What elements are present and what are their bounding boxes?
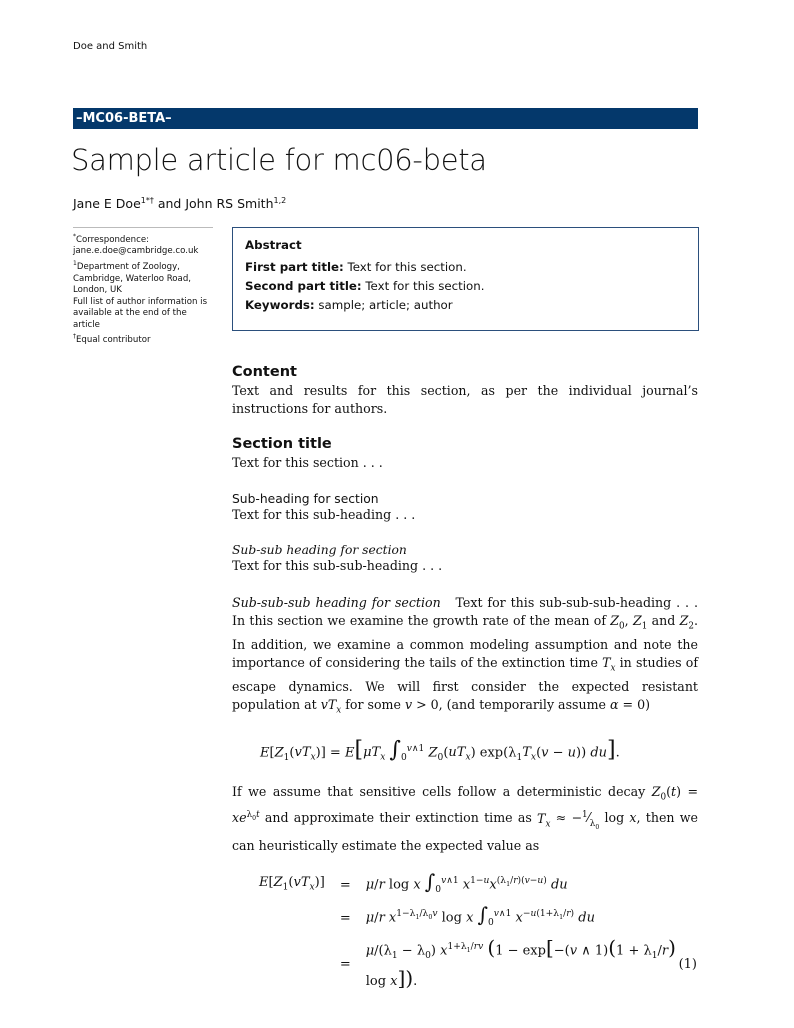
note-mark: * bbox=[73, 233, 76, 240]
eq-number: (1) bbox=[678, 956, 697, 972]
part-text: Text for this section. bbox=[343, 260, 467, 274]
subsubheading: Sub-sub heading for section bbox=[232, 542, 407, 557]
paragraph: Text for this sub-heading . . . bbox=[232, 506, 416, 522]
subsubsubheading: Sub-sub-sub heading for section bbox=[232, 595, 441, 611]
subheading: Sub-heading for section bbox=[232, 491, 379, 506]
full-list-note: Full list of author information is available at the end of the article bbox=[73, 296, 208, 330]
eq-equals: = bbox=[339, 877, 351, 893]
abstract-box bbox=[232, 227, 699, 331]
paragraph: Text for this sub-sub-heading . . . bbox=[232, 557, 443, 573]
part-text: sample; article; author bbox=[314, 298, 453, 312]
correspondence-label: Correspondence: bbox=[76, 234, 150, 245]
article-title: Sample article for mc06-beta bbox=[71, 143, 487, 177]
author-notes bbox=[73, 227, 213, 347]
running-head: Doe and Smith bbox=[73, 41, 148, 52]
part-label: First part title: bbox=[245, 260, 344, 274]
equation-array bbox=[258, 869, 698, 994]
eq-equals: = bbox=[339, 910, 351, 926]
main-column bbox=[232, 364, 698, 994]
equal-contributor: Equal contributor bbox=[76, 335, 151, 346]
part-text: Text for this section. bbox=[361, 279, 485, 293]
author-name: Jane E Doe bbox=[73, 196, 141, 212]
abstract-part bbox=[245, 260, 686, 274]
author-name: John RS Smith bbox=[185, 196, 274, 212]
affiliation: Department of Zoology, Cambridge, Waterloo Road, London, UK bbox=[73, 261, 192, 296]
eq-row: μ/r $x^{1-\lambda_1/\lambda_0v}$ log x $\int_0^{v\wedge 1}$ $x^{-u(1+\lambda_1/r)}$ du bbox=[365, 902, 595, 929]
eq-row: μ/r log x $\int_0^{v\wedge 1}$ $x^{1-u}x^{(\lambda_1/r)(v-u)}$ du bbox=[365, 869, 568, 896]
author-affil: 1,2 bbox=[273, 196, 287, 205]
section-heading: Content bbox=[232, 364, 297, 380]
paragraph: Text for this section . . . bbox=[232, 455, 383, 471]
abstract-heading: Abstract bbox=[245, 238, 302, 252]
author-list bbox=[73, 196, 286, 211]
paragraph: If we assume that sensitive cells follow a deterministic decay $Z_0(t) = xe^{\lambda_0t}$ and approximate their extinction time as $T_x$ ≈ $-^1⁄_{\lambda_0}$ log x, then we can heuristically estimate the expected value as bbox=[232, 783, 699, 854]
eq-lhs: $E[Z_1(vT_x)]$ bbox=[259, 875, 325, 894]
author-separator: and bbox=[153, 196, 186, 212]
equation: $E[Z_1(vT_x)] = E[\mu T_x$ $\int_0^{v\wedge 1}$ $Z_0(uT_x) \exp(\lambda_1T_x(v - u))$ du]. bbox=[260, 737, 620, 763]
abstract-part bbox=[245, 279, 686, 293]
note-mark: † bbox=[73, 333, 76, 341]
part-label: Second part title: bbox=[245, 279, 362, 293]
eq-equals: = bbox=[339, 956, 351, 972]
paragraph bbox=[232, 594, 698, 720]
journal-bar: –MC06-BETA– bbox=[73, 108, 698, 129]
paragraph: Text and results for this section, as per the individual journal’s instructions for authors. bbox=[232, 383, 698, 417]
email-link[interactable]: jane.e.doe@cambridge.co.uk bbox=[73, 246, 199, 257]
keywords bbox=[245, 298, 686, 312]
paragraph-text: Text for this sub-sub-sub-heading . . . In this section we examine the growth rate of the mean of $Z_0$, $Z_1$ and $Z_2$. In addition, we examine a common modeling assumption and note the importance of considering the tails of the extinction time $T_x$ in studies of escape dynamics. We will first consider the expected resistant population at $vT_x$ for some v > 0, (and temporarily assume α = 0) bbox=[232, 595, 699, 716]
section-heading: Section title bbox=[232, 436, 332, 453]
part-label: Keywords: bbox=[245, 298, 315, 312]
eq-row: $\mu/(\lambda_1 - \lambda_0)$ $x^{1+\lambda_1/rv}$ (1 − exp[−(v ∧ $1)(1 + \lambda_1/r)$ log x]). bbox=[365, 935, 676, 991]
author-affil: 1*† bbox=[140, 196, 154, 205]
note-mark: 1 bbox=[73, 260, 77, 268]
